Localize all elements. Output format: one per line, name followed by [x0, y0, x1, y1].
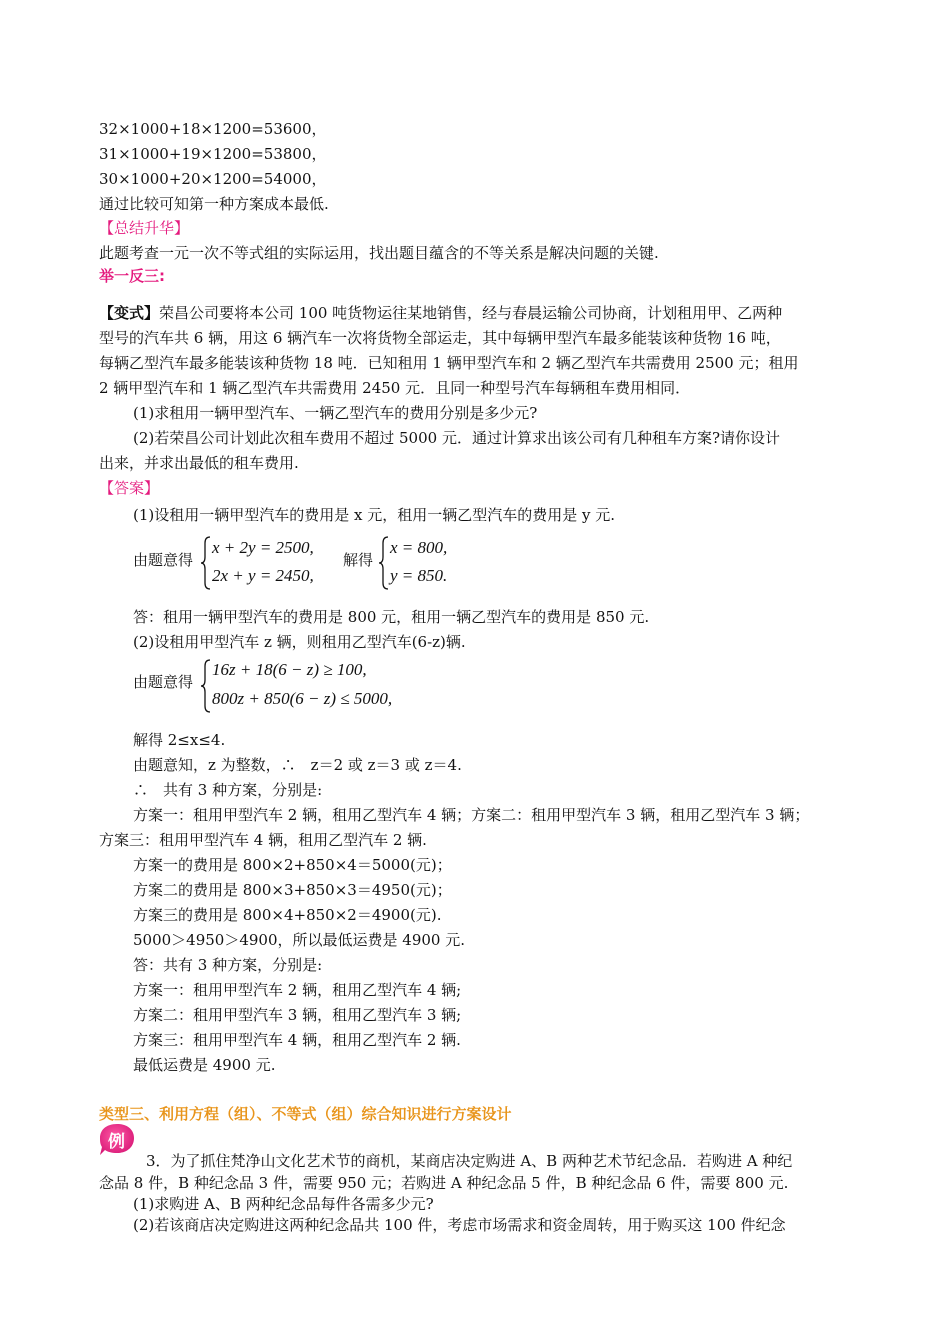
answer-part1-conclusion: 答：租用一辆甲型汽车的费用是 800 元，租用一辆乙型汽车的费用是 850 元. [133, 608, 650, 626]
cost-plan-1: 方案一的费用是 800×2+850×4＝5000(元)； [133, 856, 452, 874]
problem3-question-1: (1)求购进 A、B 两种纪念品每件各需多少元? [133, 1195, 434, 1213]
solved-range: 解得 2≤x≤4. [133, 731, 226, 749]
final-plan-1: 方案一：租用甲型汽车 2 辆，租用乙型汽车 4 辆; [133, 981, 462, 999]
variant-line-1 [99, 302, 782, 324]
plans-line-a: 方案一：租用甲型汽车 2 辆，租用乙型汽车 4 辆；方案二：租用甲型汽车 3 辆，租用乙型汽车 3 辆； [133, 806, 810, 824]
variant-tag: 【变式】 [99, 304, 160, 322]
system2-eq2: 800z + 850(6 − z) ≤ 5000, [212, 689, 393, 708]
variant-text-1: 荣昌公司要将本公司 100 吨货物运往某地销售，经与春晨运输公司协商，计划租用甲、乙两种 [159, 304, 783, 322]
system1-label: 由题意得 [133, 551, 194, 569]
solution-eq2: y = 850. [390, 566, 448, 585]
problem3-question-2: (2)若该商店决定购进这两种纪念品共 100 件，考虑市场需求和资金周转，用于购买这 100 件纪念 [133, 1216, 786, 1234]
system1-eq1: x + 2y = 2500, [212, 538, 314, 557]
summary-text: 此题考查一元一次不等式组的实际运用，找出题目蕴含的不等关系是解决问题的关键. [99, 244, 659, 262]
system2-brace [199, 658, 213, 714]
summary-heading: 【总结升华】 [99, 219, 190, 237]
three-plans-intro: ∴ 共有 3 种方案，分别是: [133, 781, 323, 799]
cost-compare: 5000＞4950＞4900，所以最低运费是 4900 元. [133, 931, 466, 949]
variant-line-3: 每辆乙型汽车最多能装该种货物 18 吨．已知租用 1 辆甲型汽车和 2 辆乙型汽车共需费用 2500 元；租用 [99, 354, 799, 372]
answer-line-2: (2)设租用甲型汽车 z 辆，则租用乙型汽车(6-z)辆. [133, 633, 466, 651]
final-answer-intro: 答：共有 3 种方案，分别是: [133, 956, 323, 974]
calc-line-2: 31×1000+19×1200=53800， [99, 145, 327, 163]
problem3-line-2: 念品 8 件，B 种纪念品 3 件，需要 950 元；若购进 A 种纪念品 5 件，B 种纪念品 6 件，需要 800 元. [99, 1174, 789, 1192]
variant-question-2b: 出来，并求出最低的租车费用. [99, 454, 299, 472]
variant-line-4: 2 辆甲型汽车和 1 辆乙型汽车共需费用 2450 元．且同一种型号汽车每辆租车费用相同． [99, 379, 691, 397]
final-plan-2: 方案二：租用甲型汽车 3 辆，租用乙型汽车 3 辆; [133, 1006, 462, 1024]
variant-line-2: 型号的汽车共 6 辆，用这 6 辆汽车一次将货物全部运走，其中每辆甲型汽车最多能装该种货物 16 吨， [99, 329, 781, 347]
system1-brace [199, 535, 213, 591]
cost-plan-3: 方案三的费用是 800×4+850×2＝4900(元). [133, 906, 442, 924]
system1-eq2: 2x + y = 2450, [212, 566, 314, 585]
calc-line-3: 30×1000+20×1200=54000， [99, 170, 327, 188]
integer-values: 由题意知，z 为整数，∴ z＝2 或 z＝3 或 z＝4. [133, 756, 462, 774]
calc-conclusion: 通过比较可知第一种方案成本最低. [99, 195, 329, 213]
plans-line-b: 方案三：租用甲型汽车 4 辆，租用乙型汽车 2 辆. [99, 831, 427, 849]
variant-question-2a: (2)若荣昌公司计划此次租车费用不超过 5000 元．通过计算求出该公司有几种租车方案?请你设计 [133, 429, 781, 447]
cost-plan-2: 方案二的费用是 800×3+850×3＝4950(元)； [133, 881, 452, 899]
solution-eq1: x = 800, [390, 538, 448, 557]
problem3-line-1: 3．为了抓住梵净山文化艺术节的商机，某商店决定购进 A、B 两种艺术节纪念品．若购进 A 种纪 [146, 1152, 793, 1170]
calc-line-1: 32×1000+18×1200=53600， [99, 120, 327, 138]
variant-question-1: (1)求租用一辆甲型汽车、一辆乙型汽车的费用分别是多少元? [133, 404, 538, 422]
system2-eq1: 16z + 18(6 − z) ≥ 100, [212, 660, 367, 679]
solution-label: 解得 [343, 551, 374, 569]
final-plan-3: 方案三：租用甲型汽车 4 辆，租用乙型汽车 2 辆. [133, 1031, 461, 1049]
answer-line-1: (1)设租用一辆甲型汽车的费用是 x 元，租用一辆乙型汽车的费用是 y 元. [133, 506, 616, 524]
answer-heading: 【答案】 [99, 479, 160, 497]
final-min-cost: 最低运费是 4900 元. [133, 1056, 276, 1074]
example-badge [98, 1122, 136, 1156]
system2-label: 由题意得 [133, 673, 194, 691]
solution-brace [377, 535, 391, 591]
example-badge-text: 例 [108, 1132, 125, 1152]
section3-heading: 类型三、利用方程（组）、不等式（组）综合知识进行方案设计 [99, 1105, 512, 1123]
example-heading: 举一反三: [99, 267, 165, 285]
